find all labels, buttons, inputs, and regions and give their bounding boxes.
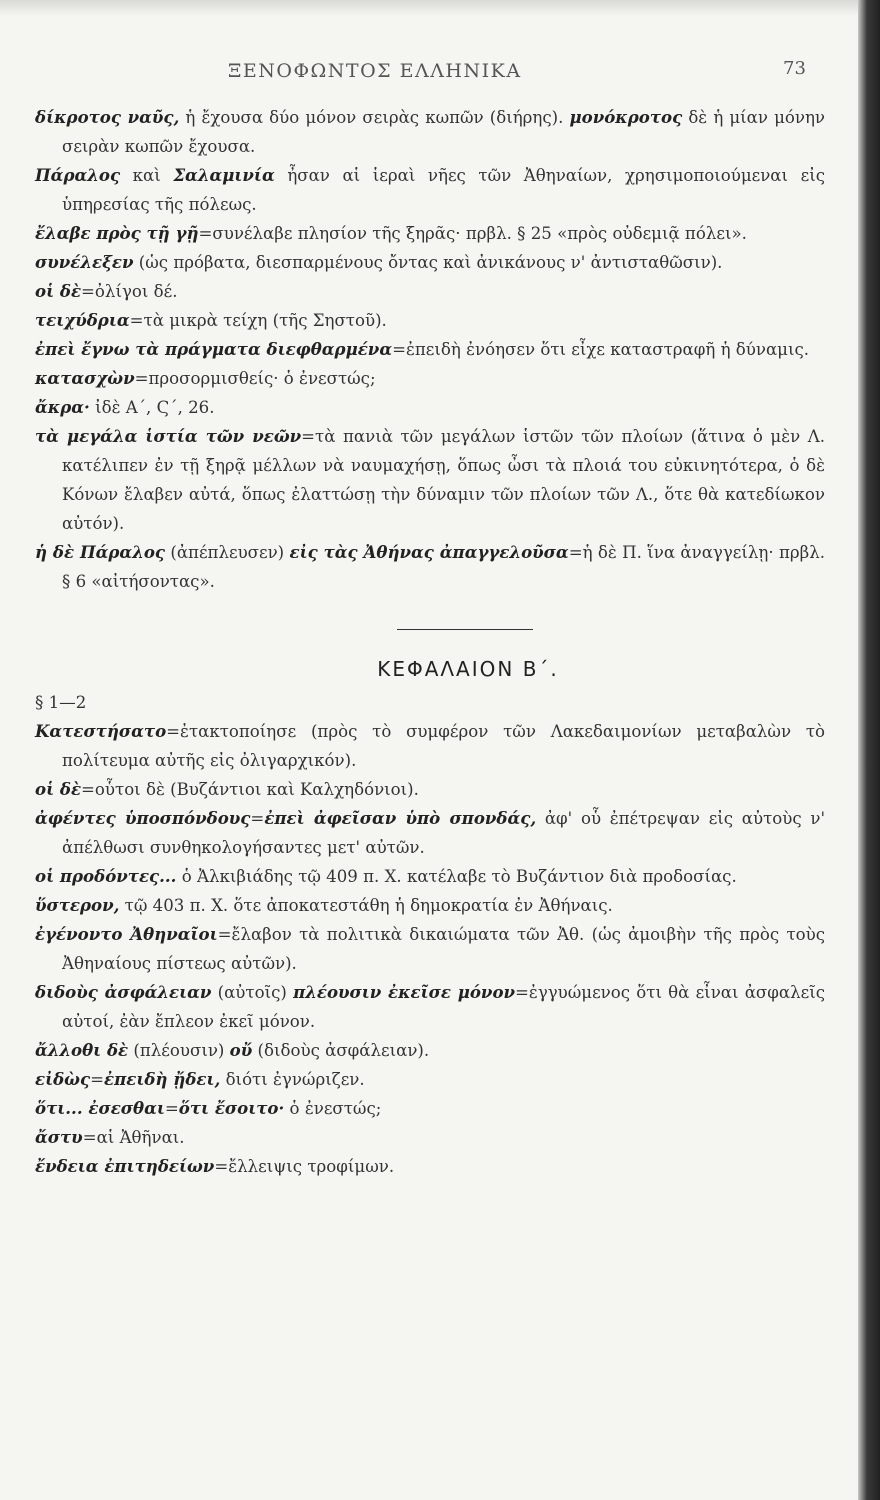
entry-lemma: ἐπεὶ ἀφεῖσαν ὑπὸ σπονδάς, <box>264 808 537 828</box>
entry-gloss: =ἐγγυώμενος ὅτι θὰ εἶναι ἀσφαλεῖς αὐτοί, ἐὰν ἔπλεον ἐκεῖ μόνον. <box>62 983 825 1031</box>
entry-gloss: (πλέουσιν) <box>128 1041 230 1060</box>
entry-gloss: ἦσαν αἱ ἱεραὶ νῆες τῶν Ἀθηναίων, χρησιμοποιούμεναι εἰς ὑπηρεσίας τῆς πόλεως. <box>62 166 825 214</box>
entry-lemma: ἄλλοθι δὲ <box>35 1040 129 1060</box>
entry-lemma: τὰ μεγάλα ἱστία τῶν νεῶν <box>35 426 302 446</box>
commentary-entry <box>35 862 825 891</box>
commentary-entry <box>35 1152 825 1181</box>
entry-lemma: ἀφέντες ὑποσπόνδους <box>35 808 251 828</box>
page-number: 73 <box>783 58 806 79</box>
commentary-entry <box>35 1123 825 1152</box>
commentary-entry <box>35 422 825 538</box>
entry-gloss: =αἱ Ἀθῆναι. <box>82 1128 185 1147</box>
entry-lemma: διδοὺς ἀσφάλειαν <box>35 982 212 1002</box>
entry-lemma: ὅτι... ἐσεσθαι <box>35 1098 165 1118</box>
entry-gloss: =ἔλλειψις τροφίμων. <box>214 1157 395 1176</box>
entry-lemma: ἡ δὲ Πάραλος <box>35 542 166 562</box>
commentary-entry <box>35 335 825 364</box>
entry-gloss: ἀφ' οὗ ἐπέτρεψαν εἰς αὐτοὺς ν' ἀπέλθωσι συνθηκολογήσαντες μετ' αὐτῶν. <box>62 809 826 857</box>
entry-lemma: ἄκρα· <box>35 397 90 417</box>
entry-gloss: (αὐτοῖς) <box>211 983 294 1002</box>
entry-gloss: =ἐπειδὴ ἐνόησεν ὅτι εἶχε καταστραφῆ ἡ δύναμις. <box>392 340 810 359</box>
entry-lemma: ἐπειδὴ ᾔδει, <box>104 1069 221 1089</box>
commentary-entry <box>35 219 825 248</box>
entry-gloss: =συνέλαβε πλησίον τῆς ξηρᾶς· πρβλ. § 25 «πρὸς οὐδεμιᾷ πόλει». <box>198 224 747 243</box>
commentary-entry <box>35 364 825 393</box>
commentary-entry <box>35 1036 825 1065</box>
commentary-entry <box>35 775 825 804</box>
entry-lemma: ὕστερον, <box>35 895 120 915</box>
commentary-entry <box>35 161 825 219</box>
entry-gloss: =οὗτοι δὲ (Βυζάντιοι καὶ Καλχηδόνιοι). <box>81 780 419 799</box>
entry-lemma: οὔ <box>229 1040 253 1060</box>
entry-lemma: Σαλαμινία <box>173 165 275 185</box>
entry-gloss: ὁ ἐνεστώς; <box>284 1099 382 1118</box>
commentary-entry <box>35 804 825 862</box>
running-title: ΞΕΝΟΦΩΝΤΟΣ ΕΛΛΗΝΙΚΑ <box>228 60 522 82</box>
entry-gloss: =ἐτακτοποίησε (πρὸς τὸ συμφέρον τῶν Λακεδαιμονίων μεταβαλὼν τὸ πολίτευμα αὐτῆς εἰς ὀλιγαρχικόν). <box>62 722 825 770</box>
commentary-entry <box>35 978 825 1036</box>
commentary-list-bottom <box>35 717 825 1181</box>
entry-lemma: ἔλαβε πρὸς τῇ γῇ <box>35 223 199 243</box>
entry-lemma: εἰδὼς <box>35 1069 91 1089</box>
commentary-entry <box>35 103 825 161</box>
entry-lemma: ὅτι ἔσοιτο· <box>178 1098 285 1118</box>
entry-lemma: ἐπεὶ ἔγνω τὰ πράγματα διεφθαρμένα <box>35 339 393 359</box>
entry-gloss: =προσορμισθείς· ὁ ἐνεστώς; <box>134 369 376 388</box>
commentary-entry <box>35 1065 825 1094</box>
entry-gloss: = <box>250 809 265 828</box>
commentary-entry <box>35 306 825 335</box>
commentary-entry <box>35 393 825 422</box>
entry-gloss: τῷ 403 π. Χ. ὅτε ἀποκατεστάθη ἡ δημοκρατία ἐν Ἀθήναις. <box>119 896 613 915</box>
entry-lemma: συνέλεξεν <box>35 252 134 272</box>
entry-gloss: ὁ Ἀλκιβιάδης τῷ 409 π. Χ. κατέλαβε τὸ Βυζάντιον διὰ προδοσίας. <box>176 867 737 886</box>
page-header <box>0 58 860 88</box>
scan-edge <box>858 0 880 1500</box>
section-label: § 1—2 <box>35 693 87 712</box>
entry-lemma: πλέουσιν ἐκεῖσε μόνον <box>293 982 516 1002</box>
commentary-entry <box>35 891 825 920</box>
entry-gloss: =ὀλίγοι δέ. <box>81 282 178 301</box>
entry-lemma: οἱ δὲ <box>35 779 82 799</box>
entry-lemma: κατασχὼν <box>35 368 135 388</box>
entry-lemma: ἐγένοντο Ἀθηναῖοι <box>35 924 218 944</box>
entry-lemma: εἰς τὰς Ἀθήνας ἀπαγγελοῦσα <box>289 542 569 562</box>
entry-gloss: (ὡς πρόβατα, διεσπαρμένους ὄντας καὶ ἀνικάνους ν' ἀντισταθῶσιν). <box>133 253 723 272</box>
entry-lemma: Κατεστήσατο <box>35 721 167 741</box>
entry-gloss: (διδοὺς ἀσφάλειαν). <box>252 1041 430 1060</box>
commentary-body <box>35 103 825 1181</box>
chapter-title: ΚΕΦΑΛΑΙΟΝ Β΄. <box>377 657 559 681</box>
entry-lemma: οἱ προδόντες... <box>35 866 177 886</box>
entry-lemma: ἔνδεια ἐπιτηδείων <box>35 1156 215 1176</box>
commentary-entry <box>35 538 825 596</box>
entry-gloss: διότι ἐγνώριζεν. <box>220 1070 365 1089</box>
scan-shadow <box>0 0 880 16</box>
commentary-entry <box>35 1094 825 1123</box>
section-divider <box>397 629 533 630</box>
commentary-entry <box>35 248 825 277</box>
entry-gloss: (ἀπέπλευσεν) <box>165 543 290 562</box>
entry-lemma: δίκροτος ναῦς, <box>35 107 180 127</box>
entry-gloss: = <box>164 1099 179 1118</box>
entry-lemma: Πάραλος <box>35 165 121 185</box>
entry-gloss: =τὰ μικρὰ τείχη (τῆς Σηστοῦ). <box>129 311 387 330</box>
entry-gloss: =ἡ δὲ Π. ἵνα ἀναγγείλῃ· πρβλ. § 6 «αἰτήσοντας». <box>62 543 826 591</box>
commentary-entry <box>35 277 825 306</box>
entry-gloss: καὶ <box>120 166 174 185</box>
commentary-list-top <box>35 103 825 596</box>
entry-lemma: οἱ δὲ <box>35 281 82 301</box>
entry-gloss: ἰδὲ Α΄, Ϛ΄, 26. <box>89 398 215 417</box>
entry-gloss: =ἔλαβον τὰ πολιτικὰ δικαιώματα τῶν Ἀθ. (ὡς ἀμοιβὴν τῆς πρὸς τοὺς Ἀθηναίους πίστεως αὐτῶν). <box>62 925 825 973</box>
entry-lemma: μονόκροτος <box>569 107 683 127</box>
entry-gloss: = <box>90 1070 104 1089</box>
entry-gloss: ἡ ἔχουσα δύο μόνον σειρὰς κωπῶν (διήρης). <box>179 108 570 127</box>
commentary-entry <box>35 717 825 775</box>
entry-lemma: ἄστυ <box>35 1127 83 1147</box>
entry-gloss: =τὰ πανιὰ τῶν μεγάλων ἱστῶν τῶν πλοίων (ἅτινα ὁ μὲν Λ. κατέλιπεν ἐν τῇ ξηρᾷ μέλλων νὰ ναυμαχήσῃ, ὅπως ὦσι τὰ πλοιά του εὐκινητότερα, ὁ δὲ Κόνων ἔλαβεν αὐτά, ὅπως ἐλαττώσῃ τὴν δύναμιν τῶν πλοίων τῶν Λ., ὅτε θὰ κατεδίωκον αὐτόν). <box>62 427 825 533</box>
entry-lemma: τειχύδρια <box>35 310 130 330</box>
commentary-entry <box>35 920 825 978</box>
entry-gloss: δὲ ἡ μίαν μόνην σειρὰν κωπῶν ἔχουσα. <box>62 108 825 156</box>
